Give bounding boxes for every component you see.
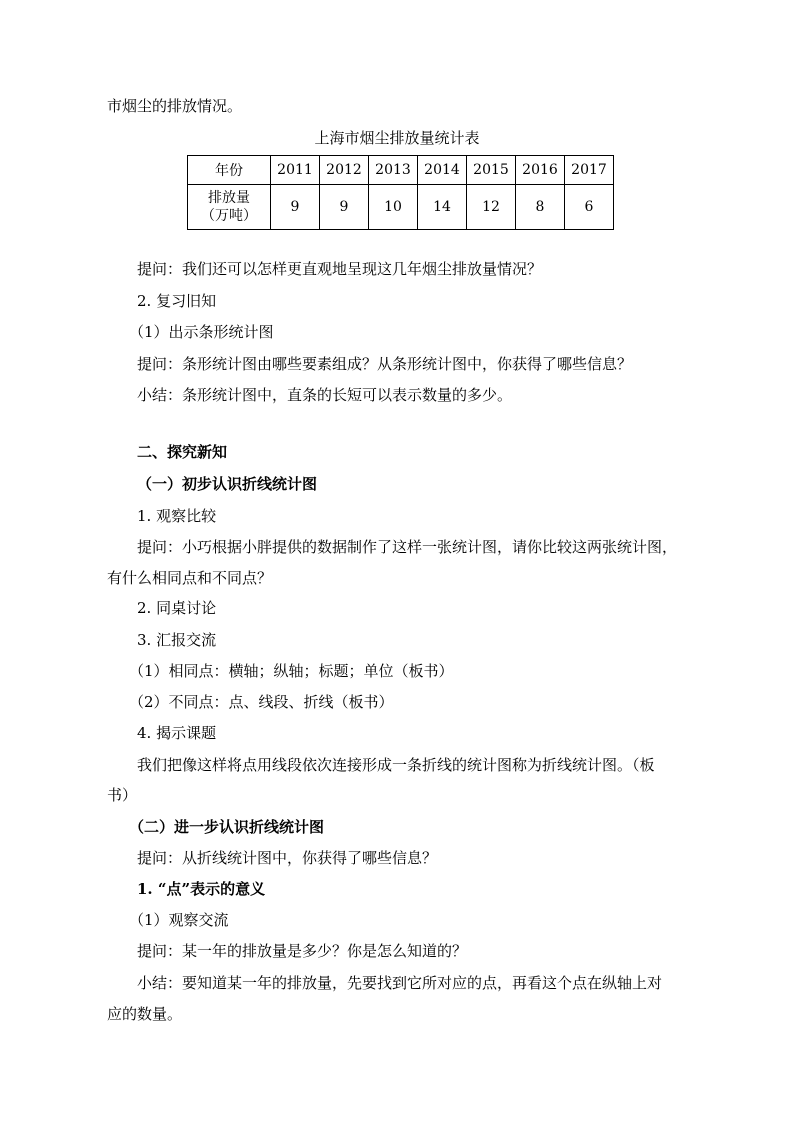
- year-cell: 2016: [516, 156, 565, 185]
- value-cell: 9: [320, 185, 369, 230]
- section-item: 2. 同桌讨论: [137, 599, 217, 617]
- question-paragraph: 提问：我们还可以怎样更直观地呈现这几年烟尘排放量情况？: [137, 260, 543, 278]
- subsection-heading: （二）进一步认识折线统计图: [129, 818, 325, 836]
- header-year-label: 年份: [188, 156, 271, 185]
- section-item: 1. “点”表示的意义: [137, 880, 266, 898]
- year-cell: 2011: [271, 156, 320, 185]
- definition-paragraph: 我们把像这样将点用线段依次连接形成一条折线的统计图称为折线统计图。（板: [137, 756, 655, 774]
- section-heading: 二、探究新知: [137, 443, 228, 461]
- year-cell: 2012: [320, 156, 369, 185]
- header-emission-label: [188, 185, 271, 230]
- question-paragraph: 提问：从折线统计图中，你获得了哪些信息？: [137, 849, 438, 867]
- definition-paragraph-cont: 书）: [107, 786, 138, 804]
- value-cell: 12: [467, 185, 516, 230]
- emission-label-line2: （万吨）: [201, 208, 257, 224]
- section-item: 3. 汇报交流: [137, 631, 217, 649]
- sub-item: （2）不同点：点、线段、折线（板书）: [129, 693, 394, 711]
- year-cell: 2013: [369, 156, 418, 185]
- sub-item: （1）相同点：横轴；纵轴；标题；单位（板书）: [129, 662, 454, 680]
- subsection-heading: （一）初步认识折线统计图: [137, 475, 318, 493]
- value-cell: 8: [516, 185, 565, 230]
- value-cell: 9: [271, 185, 320, 230]
- question-paragraph-cont: 有什么相同点和不同点？: [107, 569, 273, 587]
- summary-paragraph-cont: 应的数量。: [107, 1005, 183, 1023]
- table-row: [188, 156, 614, 185]
- value-cell: 14: [418, 185, 467, 230]
- summary-paragraph: 小结：要知道某一年的排放量，先要找到它所对应的点，再看这个点在纵轴上对: [137, 974, 663, 992]
- table-caption: 上海市烟尘排放量统计表: [314, 129, 480, 147]
- table-row: [188, 185, 614, 230]
- sub-item: （1）观察交流: [129, 911, 229, 929]
- question-paragraph: 提问：小巧根据小胖提供的数据制作了这样一张统计图，请你比较这两张统计图，: [137, 538, 678, 556]
- emission-table: [187, 155, 614, 230]
- year-cell: 2017: [565, 156, 614, 185]
- year-cell: 2014: [418, 156, 467, 185]
- value-cell: 6: [565, 185, 614, 230]
- question-paragraph: 提问：条形统计图由哪些要素组成？从条形统计图中，你获得了哪些信息？: [137, 355, 633, 373]
- value-cell: 10: [369, 185, 418, 230]
- emission-label-line1: 排放量: [208, 190, 250, 206]
- intro-tail: 市烟尘的排放情况。: [107, 97, 243, 115]
- sub-item: （1）出示条形统计图: [129, 323, 274, 341]
- section-item: 1. 观察比较: [137, 507, 217, 525]
- section-item: 4. 揭示课题: [137, 724, 217, 742]
- year-cell: 2015: [467, 156, 516, 185]
- section-item: 2. 复习旧知: [137, 292, 217, 310]
- question-paragraph: 提问：某一年的排放量是多少？你是怎么知道的？: [137, 942, 468, 960]
- summary-paragraph: 小结：条形统计图中，直条的长短可以表示数量的多少。: [137, 386, 513, 404]
